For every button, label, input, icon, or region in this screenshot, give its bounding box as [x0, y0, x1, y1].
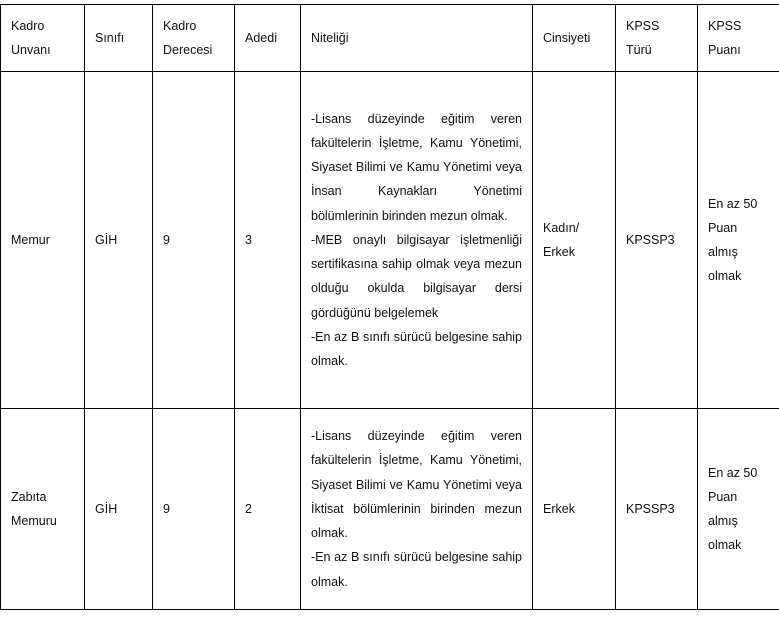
- cell-cinsiyeti: [533, 72, 616, 409]
- cell-cinsiyeti-line: Erkek: [543, 245, 575, 259]
- header-kpss-puani-line1: KPSS: [708, 19, 742, 33]
- cell-kadro-unvani: [1, 409, 85, 610]
- header-cinsiyeti: Cinsiyeti: [533, 5, 616, 72]
- header-kpss-turu-line1: KPSS: [626, 19, 660, 33]
- cell-kadro-unvani-line: Zabıta: [11, 490, 47, 504]
- header-kadro-unvani-line1: Kadro: [11, 19, 45, 33]
- header-kpss-puani: [698, 5, 779, 72]
- header-adedi: Adedi: [235, 5, 301, 72]
- header-kadro-derecesi: [153, 5, 235, 72]
- nitelik-requirement: -Lisans düzeyinde eğitim veren fakültelerin İşletme, Kamu Yönetimi, Siyaset Bilimi ve Kamu Yönetimi veya İnsan Kaynakları Yönetimi bölümlerinin birinden mezun olmak.: [311, 111, 522, 223]
- cell-kpss-puani-line: En az 50: [708, 197, 758, 211]
- header-kadro-derecesi-line2: Derecesi: [163, 43, 213, 57]
- cell-kpss-puani-line: almış: [708, 245, 738, 259]
- cell-kpss-turu: KPSSP3: [616, 72, 698, 409]
- cell-kadro-derecesi: 9: [153, 72, 235, 409]
- header-kadro-derecesi-line1: Kadro: [163, 19, 197, 33]
- table-row: [1, 72, 779, 409]
- table-row: [1, 409, 779, 610]
- cell-sinifi: GİH: [85, 409, 153, 610]
- cell-niteligi: [301, 72, 533, 409]
- cell-kadro-unvani-line: Memur: [11, 233, 50, 247]
- cell-cinsiyeti: [533, 409, 616, 610]
- cell-kadro-unvani-line: Memuru: [11, 514, 57, 528]
- cell-adedi: 2: [235, 409, 301, 610]
- cell-kpss-puani-line: En az 50: [708, 466, 758, 480]
- header-kpss-turu-line2: Türü: [626, 43, 652, 57]
- cell-kpss-puani-line: almış: [708, 514, 738, 528]
- nitelik-requirement: -MEB onaylı bilgisayar işletmenliği sertifikasına sahip olmak veya mezun olduğu okulda bilgisayar dersi gördüğünü belgelemek: [311, 232, 522, 320]
- cell-kpss-puani-line: Puan: [708, 490, 738, 504]
- cell-kadro-unvani: [1, 72, 85, 409]
- cell-sinifi: GİH: [85, 72, 153, 409]
- cell-niteligi: [301, 409, 533, 610]
- header-sinifi: Sınıfı: [85, 5, 153, 72]
- staff-position-table: [0, 4, 779, 610]
- header-kpss-puani-line2: Puanı: [708, 43, 741, 57]
- cell-kpss-puani-line: Puan: [708, 221, 738, 235]
- cell-kpss-turu: KPSSP3: [616, 409, 698, 610]
- nitelik-requirement: -En az B sınıfı sürücü belgesine sahip olmak.: [311, 329, 522, 368]
- cell-kpss-puani-line: olmak: [708, 538, 742, 552]
- cell-kpss-puani-line: olmak: [708, 269, 742, 283]
- header-kadro-unvani-line2: Unvanı: [11, 43, 51, 57]
- header-kpss-turu: [616, 5, 698, 72]
- cell-adedi: 3: [235, 72, 301, 409]
- header-kadro-unvani: [1, 5, 85, 72]
- nitelik-requirement: -Lisans düzeyinde eğitim veren fakültelerin İşletme, Kamu Yönetimi, Siyaset Bilimi ve Kamu Yönetimi veya İktisat bölümlerinin birinden mezun olmak.: [311, 429, 522, 541]
- header-niteligi: Niteliği: [301, 5, 533, 72]
- table-header-row: [1, 5, 779, 72]
- nitelik-requirement: -En az B sınıfı sürücü belgesine sahip olmak.: [311, 550, 522, 589]
- cell-cinsiyeti-line: Erkek: [543, 502, 575, 516]
- cell-cinsiyeti-line: Kadın/: [543, 221, 580, 235]
- cell-kadro-derecesi: 9: [153, 409, 235, 610]
- cell-kpss-puani: [698, 409, 779, 610]
- cell-kpss-puani: [698, 72, 779, 409]
